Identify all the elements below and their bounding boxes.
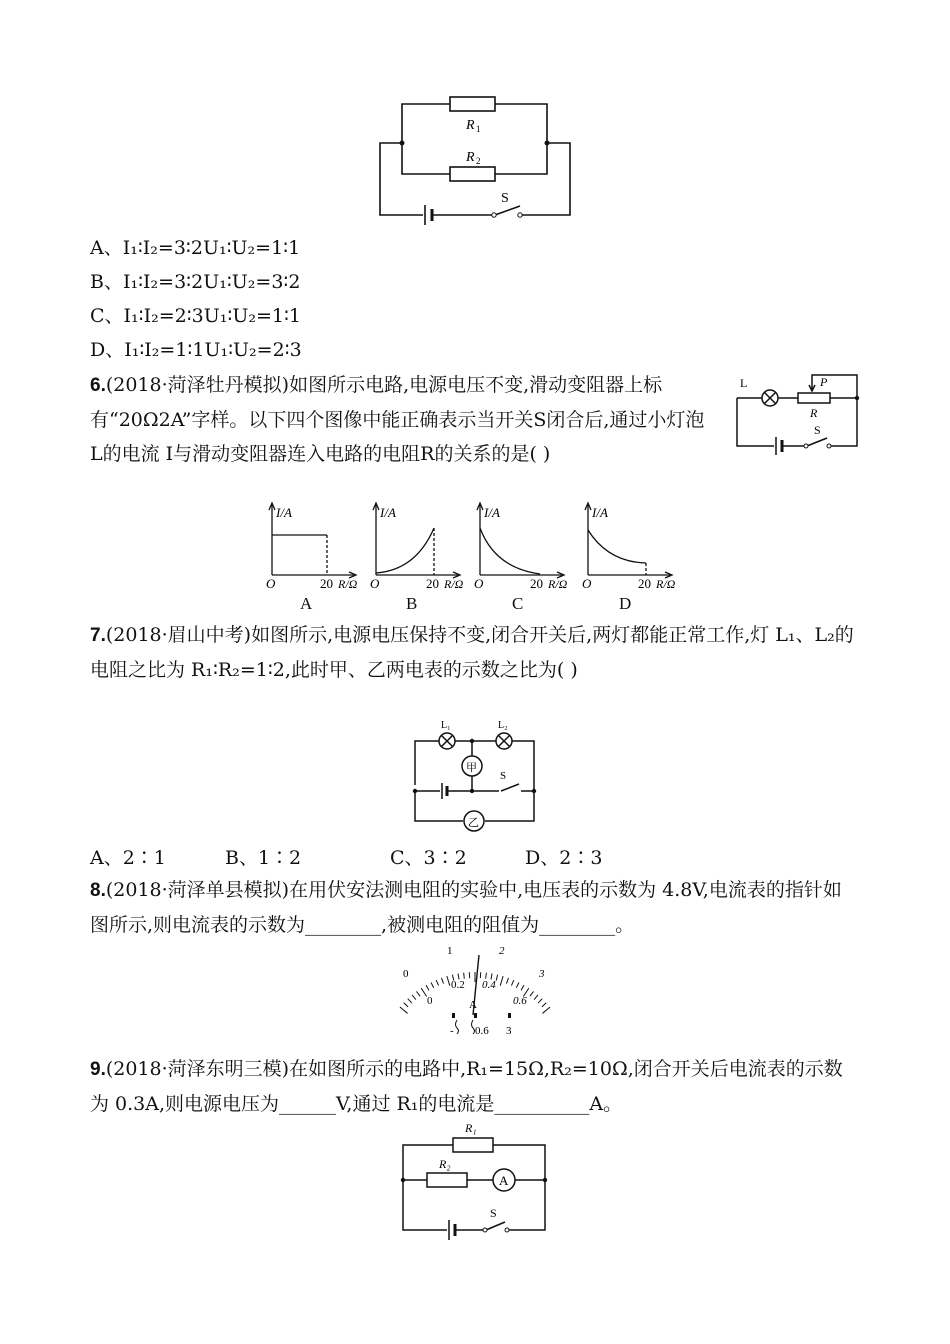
q6-circuit-diagram — [732, 370, 862, 455]
q7-option-c: C、3∶2 — [390, 847, 467, 869]
q9-ammeter-label: A — [499, 1173, 509, 1188]
dial-tick — [431, 982, 434, 987]
q7-option-d: D、2∶3 — [525, 847, 603, 869]
dial-tick — [500, 976, 503, 986]
q7-circuit-diagram — [405, 713, 545, 835]
q8-question — [90, 873, 860, 942]
q6-graph-a-caption: A — [300, 594, 313, 613]
q9-r2-label: R₂ — [439, 1157, 451, 1171]
svg-text:R/Ω: R/Ω — [656, 577, 676, 591]
dial-tick — [521, 985, 524, 990]
svg-text:I/A: I/A — [380, 505, 396, 520]
q9-circuit-diagram — [395, 1118, 555, 1243]
q6-graph-c — [470, 500, 570, 592]
q6-number: 6. — [90, 375, 106, 396]
svg-text:3: 3 — [539, 968, 545, 980]
dial-tick — [441, 978, 443, 984]
svg-text:I/A: I/A — [484, 505, 500, 520]
dial-tick — [400, 1007, 408, 1013]
svg-text:1: 1 — [447, 945, 453, 957]
dial-tick — [542, 1007, 550, 1013]
dial-tick — [511, 980, 513, 986]
dial-tick — [426, 985, 429, 990]
graph-a-ylabel: I/A — [276, 505, 292, 520]
dial-tick — [486, 973, 487, 979]
q6-lamp-label: L — [740, 376, 748, 390]
ammeter-unit: A — [469, 999, 477, 1011]
svg-text:0.2: 0.2 — [451, 979, 465, 991]
q7-option-a: A、2∶1 — [90, 847, 166, 869]
q6-graph-d — [578, 500, 678, 592]
q6-text: (2018·菏泽牡丹模拟)如图所示电路,电源电压不变,滑动变阻器上标有“20Ω2A”字样。以下四个图像中能正确表示当开关S闭合后,通过小灯泡L的电流 I与滑动变阻器连入电路的电阻R的关系的是( ) — [90, 374, 705, 465]
q7-question — [90, 618, 860, 687]
q5-circuit-diagram — [375, 92, 575, 227]
svg-text:O: O — [266, 576, 276, 591]
q9-question — [90, 1052, 860, 1121]
dial-tick — [516, 982, 519, 987]
svg-text:R/Ω: R/Ω — [548, 577, 568, 591]
q7-text: (2018·眉山中考)如图所示,电源电压保持不变,闭合开关后,两灯都能正常工作,灯 L₁、L₂的电阻之比为 R₁∶R₂=1∶2,此时甲、乙两电表的示数之比为( ) — [90, 624, 854, 681]
dial-tick — [404, 1003, 408, 1007]
dial-tick — [506, 978, 508, 984]
svg-text:20: 20 — [638, 576, 651, 591]
dial-tick — [412, 995, 416, 1000]
svg-text:2: 2 — [499, 945, 505, 957]
svg-text:20: 20 — [426, 576, 439, 591]
q8-number: 8. — [90, 880, 106, 901]
dial-tick — [416, 991, 420, 996]
q9-number: 9. — [90, 1059, 106, 1080]
q7-meter-yi-label: 乙 — [468, 817, 479, 829]
terminal-negative: - — [450, 1025, 454, 1037]
dial-tick — [408, 999, 412, 1003]
q7-l1-label: L₁ — [441, 720, 451, 731]
svg-text:0: 0 — [427, 995, 433, 1007]
q5-r1-label: R — [466, 118, 475, 133]
q7-meter-jia-label: 甲 — [466, 762, 477, 774]
q9-r1-label: R₁ — [465, 1121, 477, 1135]
dial-tick — [542, 1003, 546, 1007]
q6-question — [90, 368, 708, 471]
svg-text:20: 20 — [320, 576, 333, 591]
q6-graph-d-caption: D — [619, 594, 632, 613]
dial-tick — [496, 975, 497, 981]
svg-text:R/Ω: R/Ω — [338, 577, 358, 591]
svg-text:0.6: 0.6 — [513, 995, 527, 1007]
q8-text: (2018·菏泽单县模拟)在用伏安法测电阻的实验中,电压表的示数为 4.8V,电流表的指针如图所示,则电流表的示数为________,被测电阻的阻值为________。 — [90, 879, 842, 936]
q6-graph-b — [366, 500, 466, 592]
dial-tick — [447, 976, 450, 986]
q7-option-b: B、1∶2 — [225, 847, 302, 869]
q6-graph-b-caption: B — [406, 594, 418, 613]
q9-text: (2018·菏泽东明三模)在如图所示的电路中,R₁=15Ω,R₂=10Ω,闭合开关后电流表的示数为 0.3A,则电源电压为______V,通过 R₁的电流是__________A。 — [90, 1058, 843, 1115]
q6-switch-label: S — [814, 423, 821, 437]
svg-text:2: 2 — [476, 156, 481, 166]
q8-ammeter-dial — [395, 940, 555, 1040]
q5-option-c: C、I₁∶I₂=2∶3U₁∶U₂=1∶1 — [90, 305, 302, 327]
svg-text:0: 0 — [403, 968, 409, 980]
q6-slider-label: P — [820, 375, 828, 389]
dial-tick — [538, 999, 542, 1003]
svg-text:O: O — [474, 576, 484, 591]
svg-text:O: O — [370, 576, 380, 591]
svg-text:R/Ω: R/Ω — [444, 577, 464, 591]
q7-number: 7. — [90, 625, 106, 646]
q5-option-d: D、I₁∶I₂=1∶1U₁∶U₂=2∶3 — [90, 339, 302, 361]
q7-l2-label: L₂ — [498, 720, 508, 731]
terminal-3: 3 — [506, 1025, 512, 1037]
svg-text:20: 20 — [530, 576, 543, 591]
q6-graph-a — [262, 500, 362, 592]
dial-tick — [530, 991, 534, 996]
dial-tick — [534, 995, 538, 1000]
svg-text:O: O — [582, 576, 592, 591]
dial-tick — [464, 973, 465, 979]
q7-switch-label: S — [500, 770, 507, 782]
q6-rheostat-label: R — [810, 406, 818, 420]
q5-option-b: B、I₁∶I₂=3∶2U₁∶U₂=3∶2 — [90, 271, 301, 293]
svg-text:1: 1 — [476, 124, 481, 134]
q6-graph-c-caption: C — [512, 594, 524, 613]
q5-switch-label: S — [501, 191, 509, 206]
svg-text:I/A: I/A — [592, 505, 608, 520]
q7-options — [90, 843, 602, 870]
terminal-0.6: 0.6 — [475, 1025, 489, 1037]
q9-switch-label: S — [490, 1206, 497, 1220]
dial-tick — [436, 980, 438, 986]
svg-text:0.4: 0.4 — [482, 979, 496, 991]
q5-option-a: A、I₁∶I₂=3∶2U₁∶U₂=1∶1 — [90, 237, 301, 259]
dial-tick — [421, 988, 426, 996]
q5-r2-label: R — [466, 150, 475, 165]
